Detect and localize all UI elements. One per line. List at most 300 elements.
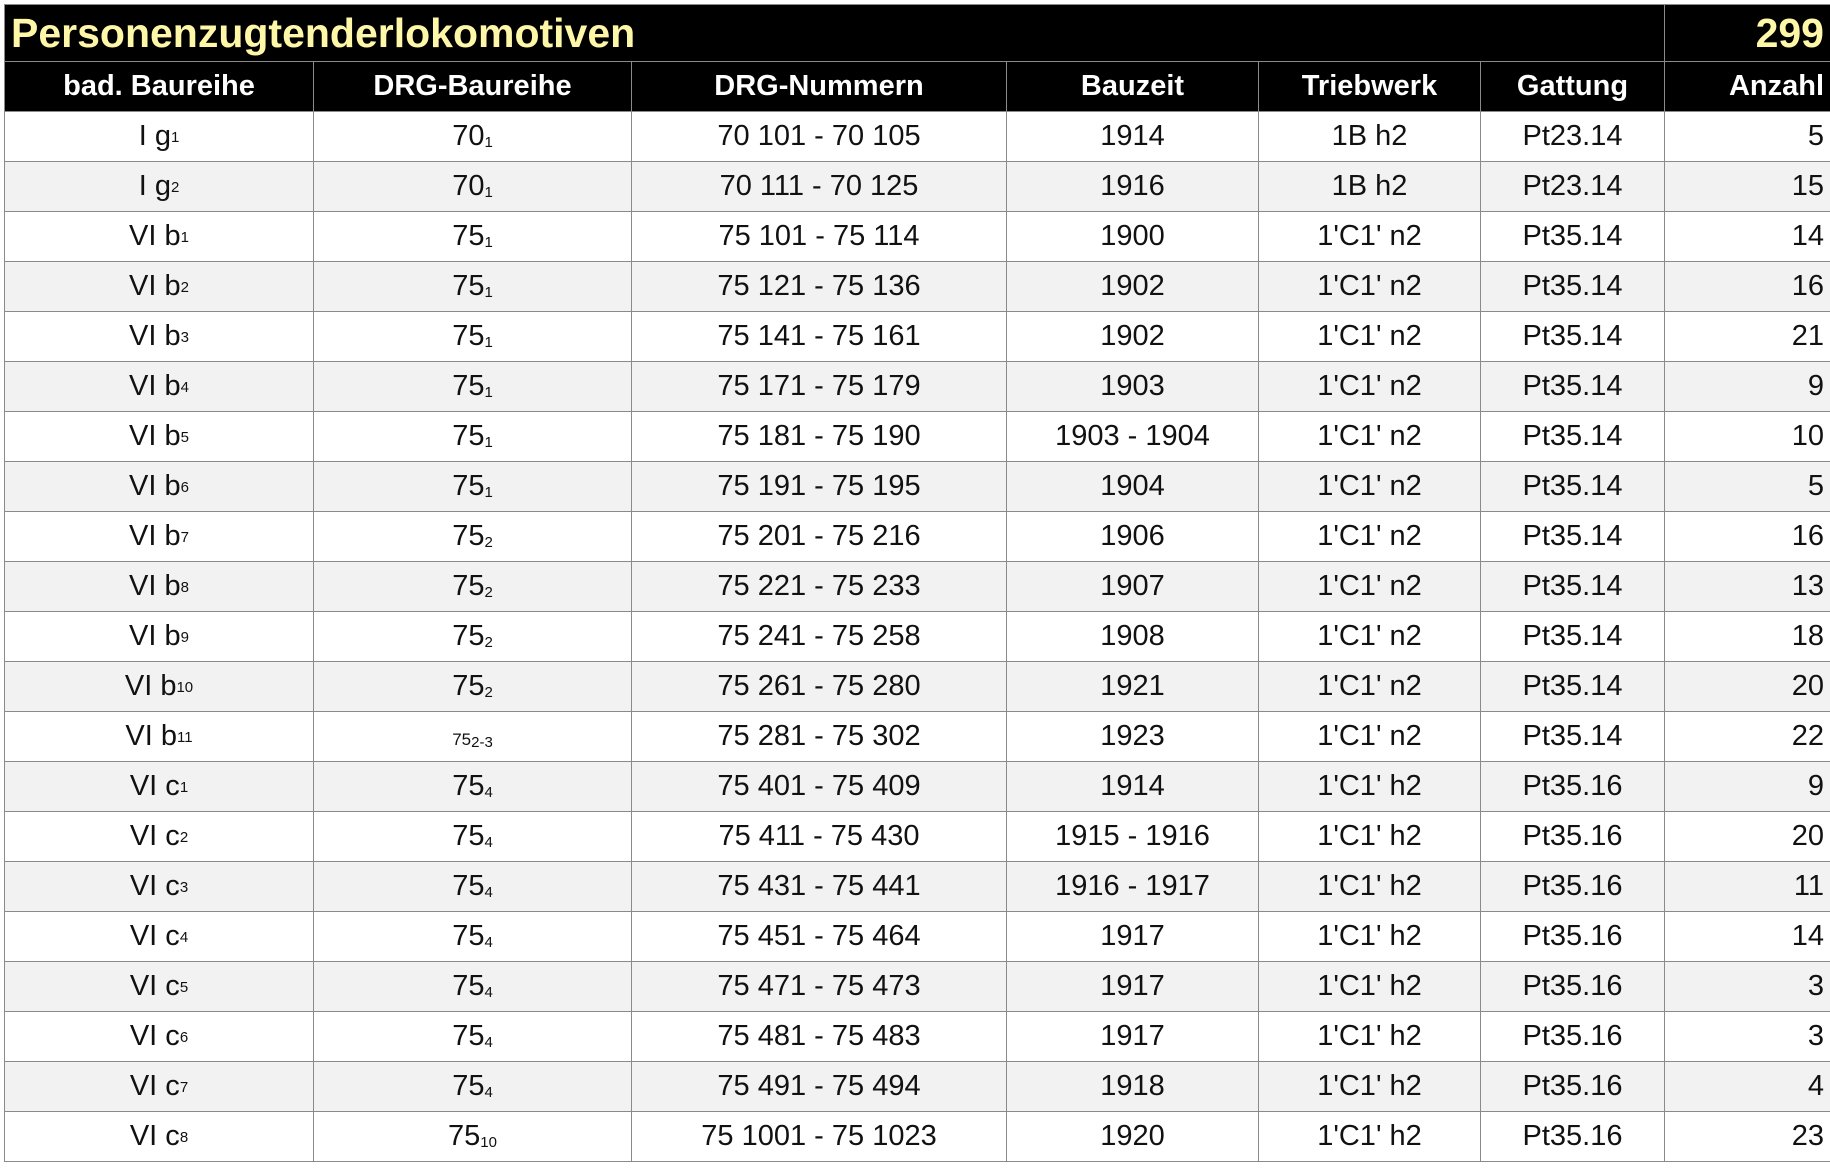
cell-gattung[interactable] (1481, 312, 1665, 362)
cell-anzahl[interactable] (1665, 512, 1830, 562)
cell-drg-baureihe[interactable] (314, 662, 632, 712)
cell-drg-nummern[interactable] (632, 562, 1007, 612)
cell-triebwerk[interactable] (1259, 1012, 1481, 1062)
column-header-bauzeit[interactable]: Bauzeit (1007, 62, 1259, 112)
cell-bauzeit[interactable] (1007, 662, 1259, 712)
cell-bauzeit[interactable] (1007, 762, 1259, 812)
table-row (5, 1112, 1830, 1162)
drg-baureihe-text: 75 (452, 1070, 485, 1102)
cell-gattung[interactable] (1481, 1112, 1665, 1162)
table-body (5, 112, 1830, 1162)
cell-drg-baureihe[interactable] (314, 412, 632, 462)
bauzeit-text: 1908 (1100, 620, 1165, 652)
gattung-text: Pt35.16 (1522, 820, 1623, 852)
cell-drg-nummern[interactable] (632, 462, 1007, 512)
cell-bad-baureihe[interactable] (5, 162, 314, 212)
drg-baureihe-text: 75 (452, 1020, 485, 1052)
bad-baureihe-superscript: 9 (180, 629, 189, 646)
drg-baureihe-subscript: 2 (484, 584, 493, 601)
anzahl-text: 18 (1791, 620, 1824, 652)
bad-baureihe-text: VI b (129, 220, 181, 252)
cell-gattung[interactable] (1481, 1012, 1665, 1062)
gattung-text: Pt35.14 (1522, 370, 1623, 402)
cell-gattung[interactable] (1481, 612, 1665, 662)
drg-nummern-text: 75 1001 - 75 1023 (701, 1120, 937, 1152)
gattung-text: Pt35.16 (1522, 1070, 1623, 1102)
drg-baureihe-subscript: 2-3 (471, 734, 493, 751)
drg-baureihe-subscript: 4 (484, 1034, 493, 1051)
drg-nummern-text: 75 181 - 75 190 (717, 420, 921, 452)
bauzeit-text: 1902 (1100, 270, 1165, 302)
cell-drg-nummern[interactable] (632, 512, 1007, 562)
drg-baureihe-text: 75 (452, 770, 485, 802)
bad-baureihe-text: VI b (129, 620, 181, 652)
drg-baureihe-subscript: 1 (484, 184, 493, 201)
cell-drg-baureihe[interactable] (314, 212, 632, 262)
cell-drg-baureihe[interactable] (314, 312, 632, 362)
gattung-text: Pt35.14 (1522, 470, 1623, 502)
bauzeit-text: 1903 - 1904 (1055, 420, 1210, 452)
cell-bad-baureihe[interactable] (5, 812, 314, 862)
cell-anzahl[interactable] (1665, 1112, 1830, 1162)
cell-bad-baureihe[interactable] (5, 262, 314, 312)
cell-bad-baureihe[interactable] (5, 312, 314, 362)
cell-triebwerk[interactable] (1259, 762, 1481, 812)
drg-baureihe-text: 70 (452, 170, 485, 202)
gattung-text: Pt35.16 (1522, 870, 1623, 902)
table-row (5, 462, 1830, 512)
table-row (5, 712, 1830, 762)
cell-gattung[interactable] (1481, 912, 1665, 962)
cell-bad-baureihe[interactable] (5, 912, 314, 962)
bad-baureihe-superscript: 3 (179, 879, 189, 896)
cell-gattung[interactable] (1481, 812, 1665, 862)
cell-triebwerk[interactable] (1259, 562, 1481, 612)
anzahl-text: 3 (1807, 1020, 1824, 1052)
cell-gattung[interactable] (1481, 162, 1665, 212)
cell-anzahl[interactable] (1665, 362, 1830, 412)
table-row (5, 662, 1830, 712)
cell-bauzeit[interactable] (1007, 362, 1259, 412)
table-row (5, 962, 1830, 1012)
anzahl-text: 16 (1791, 520, 1824, 552)
cell-drg-baureihe[interactable] (314, 1062, 632, 1112)
cell-bad-baureihe[interactable] (5, 512, 314, 562)
cell-bauzeit[interactable] (1007, 312, 1259, 362)
bad-baureihe-superscript: 2 (179, 829, 189, 846)
column-header-triebwerk[interactable]: Triebwerk (1259, 62, 1481, 112)
drg-baureihe-subscript: 1 (484, 284, 493, 301)
cell-drg-baureihe[interactable] (314, 162, 632, 212)
gattung-text: Pt23.14 (1522, 170, 1623, 202)
bauzeit-text: 1917 (1100, 920, 1165, 952)
cell-bauzeit[interactable] (1007, 212, 1259, 262)
drg-nummern-text: 75 101 - 75 114 (718, 220, 920, 252)
locomotive-table (4, 4, 1830, 1162)
cell-drg-baureihe[interactable] (314, 862, 632, 912)
triebwerk-text: 1'C1' h2 (1317, 870, 1422, 902)
triebwerk-text: 1'C1' n2 (1317, 370, 1422, 402)
bad-baureihe-superscript: 2 (180, 279, 189, 296)
cell-anzahl[interactable] (1665, 612, 1830, 662)
total-count: 299 (1665, 5, 1830, 62)
cell-bauzeit[interactable] (1007, 712, 1259, 762)
cell-gattung[interactable] (1481, 1062, 1665, 1112)
bad-baureihe-text: VI b (129, 420, 181, 452)
gattung-text: Pt23.14 (1522, 120, 1623, 152)
cell-anzahl[interactable] (1665, 112, 1830, 162)
cell-anzahl[interactable] (1665, 1012, 1830, 1062)
cell-triebwerk[interactable] (1259, 912, 1481, 962)
cell-anzahl[interactable] (1665, 262, 1830, 312)
gattung-text: Pt35.16 (1522, 770, 1623, 802)
cell-triebwerk[interactable] (1259, 262, 1481, 312)
column-header-drg-baureihe[interactable]: DRG-Baureihe (314, 62, 632, 112)
gattung-text: Pt35.16 (1522, 920, 1623, 952)
cell-triebwerk[interactable] (1259, 412, 1481, 462)
column-header-row (5, 62, 1830, 112)
table-row (5, 612, 1830, 662)
anzahl-text: 21 (1791, 320, 1824, 352)
table-row (5, 112, 1830, 162)
cell-triebwerk[interactable] (1259, 1062, 1481, 1112)
cell-bauzeit[interactable] (1007, 1012, 1259, 1062)
anzahl-text: 5 (1807, 120, 1824, 152)
cell-bad-baureihe[interactable] (5, 762, 314, 812)
table-row (5, 212, 1830, 262)
gattung-text: Pt35.14 (1522, 670, 1623, 702)
cell-drg-baureihe[interactable] (314, 612, 632, 662)
cell-drg-baureihe[interactable] (314, 962, 632, 1012)
cell-anzahl[interactable] (1665, 712, 1830, 762)
column-header-gattung[interactable]: Gattung (1481, 62, 1665, 112)
cell-anzahl[interactable] (1665, 662, 1830, 712)
bauzeit-text: 1906 (1100, 520, 1165, 552)
cell-gattung[interactable] (1481, 462, 1665, 512)
cell-drg-nummern[interactable] (632, 212, 1007, 262)
cell-bauzeit[interactable] (1007, 512, 1259, 562)
cell-drg-nummern[interactable] (632, 762, 1007, 812)
cell-anzahl[interactable] (1665, 162, 1830, 212)
cell-drg-baureihe[interactable] (314, 112, 632, 162)
bad-baureihe-superscript: 5 (179, 979, 189, 996)
anzahl-text: 14 (1791, 920, 1824, 952)
cell-bad-baureihe[interactable] (5, 1012, 314, 1062)
cell-bauzeit[interactable] (1007, 462, 1259, 512)
cell-gattung[interactable] (1481, 362, 1665, 412)
cell-bad-baureihe[interactable] (5, 562, 314, 612)
bad-baureihe-text: VI c (129, 1120, 180, 1152)
cell-drg-nummern[interactable] (632, 662, 1007, 712)
bauzeit-text: 1921 (1100, 670, 1165, 702)
cell-bad-baureihe[interactable] (5, 1112, 314, 1162)
cell-drg-nummern[interactable] (632, 362, 1007, 412)
cell-drg-nummern[interactable] (632, 912, 1007, 962)
bad-baureihe-superscript: 1 (179, 779, 189, 796)
cell-triebwerk[interactable] (1259, 712, 1481, 762)
triebwerk-text: 1'C1' n2 (1317, 570, 1422, 602)
bad-baureihe-text: VI b (129, 570, 181, 602)
drg-baureihe-text: 75 (452, 870, 485, 902)
cell-anzahl[interactable] (1665, 462, 1830, 512)
cell-drg-nummern[interactable] (632, 412, 1007, 462)
cell-triebwerk[interactable] (1259, 1112, 1481, 1162)
cell-bad-baureihe[interactable] (5, 862, 314, 912)
drg-baureihe-text: 75 (452, 620, 485, 652)
bad-baureihe-superscript: 4 (179, 929, 189, 946)
bad-baureihe-superscript: 6 (179, 1029, 189, 1046)
cell-bauzeit[interactable] (1007, 912, 1259, 962)
cell-gattung[interactable] (1481, 512, 1665, 562)
cell-bad-baureihe[interactable] (5, 462, 314, 512)
triebwerk-text: 1B h2 (1331, 120, 1408, 152)
cell-drg-baureihe[interactable] (314, 712, 632, 762)
bad-baureihe-superscript: 1 (170, 129, 180, 146)
drg-baureihe-subscript: 1 (484, 484, 493, 501)
drg-baureihe-text: 70 (452, 120, 485, 152)
cell-triebwerk[interactable] (1259, 512, 1481, 562)
gattung-text: Pt35.14 (1522, 420, 1623, 452)
triebwerk-text: 1'C1' h2 (1317, 970, 1422, 1002)
cell-anzahl[interactable] (1665, 912, 1830, 962)
cell-drg-nummern[interactable] (632, 162, 1007, 212)
cell-drg-nummern[interactable] (632, 712, 1007, 762)
column-header-drg-nummern[interactable]: DRG-Nummern (632, 62, 1007, 112)
column-header-anzahl[interactable]: Anzahl (1665, 62, 1830, 112)
cell-triebwerk[interactable] (1259, 112, 1481, 162)
anzahl-text: 10 (1791, 420, 1824, 452)
cell-triebwerk[interactable] (1259, 812, 1481, 862)
drg-baureihe-subscript: 4 (484, 984, 493, 1001)
drg-nummern-text: 75 281 - 75 302 (717, 720, 921, 752)
drg-nummern-text: 75 241 - 75 258 (717, 620, 921, 652)
drg-baureihe-text: 75 (452, 520, 485, 552)
triebwerk-text: 1'C1' n2 (1317, 220, 1422, 252)
cell-triebwerk[interactable] (1259, 862, 1481, 912)
cell-triebwerk[interactable] (1259, 612, 1481, 662)
gattung-text: Pt35.16 (1522, 1120, 1623, 1152)
cell-drg-nummern[interactable] (632, 112, 1007, 162)
drg-nummern-text: 75 471 - 75 473 (717, 970, 921, 1002)
triebwerk-text: 1'C1' n2 (1317, 670, 1422, 702)
drg-nummern-text: 75 141 - 75 161 (717, 320, 921, 352)
gattung-text: Pt35.14 (1522, 320, 1623, 352)
bauzeit-text: 1916 (1100, 170, 1165, 202)
cell-bad-baureihe[interactable] (5, 412, 314, 462)
drg-nummern-text: 75 431 - 75 441 (717, 870, 921, 902)
table-row (5, 812, 1830, 862)
anzahl-text: 20 (1791, 820, 1824, 852)
anzahl-text: 22 (1791, 720, 1824, 752)
bauzeit-text: 1903 (1100, 370, 1165, 402)
table-row (5, 562, 1830, 612)
cell-bauzeit[interactable] (1007, 112, 1259, 162)
cell-gattung[interactable] (1481, 962, 1665, 1012)
triebwerk-text: 1'C1' n2 (1317, 270, 1422, 302)
cell-drg-baureihe[interactable] (314, 762, 632, 812)
cell-triebwerk[interactable] (1259, 462, 1481, 512)
cell-bauzeit[interactable] (1007, 562, 1259, 612)
cell-gattung[interactable] (1481, 262, 1665, 312)
cell-bauzeit[interactable] (1007, 962, 1259, 1012)
drg-baureihe-text: 75 (448, 1120, 481, 1152)
anzahl-text: 9 (1807, 770, 1824, 802)
bad-baureihe-superscript: 3 (180, 329, 189, 346)
cell-gattung[interactable] (1481, 212, 1665, 262)
drg-baureihe-text: 75 (452, 730, 472, 749)
bad-baureihe-text: VI c (129, 770, 180, 802)
bauzeit-text: 1907 (1100, 570, 1165, 602)
cell-triebwerk[interactable] (1259, 662, 1481, 712)
cell-drg-baureihe[interactable] (314, 1112, 632, 1162)
cell-bad-baureihe[interactable] (5, 962, 314, 1012)
cell-drg-nummern[interactable] (632, 612, 1007, 662)
anzahl-text: 16 (1791, 270, 1824, 302)
cell-drg-baureihe[interactable] (314, 1012, 632, 1062)
triebwerk-text: 1'C1' h2 (1317, 920, 1422, 952)
cell-drg-nummern[interactable] (632, 312, 1007, 362)
cell-triebwerk[interactable] (1259, 212, 1481, 262)
cell-bauzeit[interactable] (1007, 1062, 1259, 1112)
cell-bauzeit[interactable] (1007, 1112, 1259, 1162)
column-header-bad-baureihe[interactable]: bad. Baureihe (5, 62, 314, 112)
cell-anzahl[interactable] (1665, 1062, 1830, 1112)
cell-bad-baureihe[interactable] (5, 212, 314, 262)
cell-drg-nummern[interactable] (632, 812, 1007, 862)
cell-gattung[interactable] (1481, 562, 1665, 612)
gattung-text: Pt35.16 (1522, 970, 1623, 1002)
gattung-text: Pt35.14 (1522, 220, 1623, 252)
bad-baureihe-superscript: 2 (170, 179, 180, 196)
drg-nummern-text: 75 221 - 75 233 (717, 570, 921, 602)
cell-triebwerk[interactable] (1259, 312, 1481, 362)
drg-baureihe-subscript: 4 (484, 884, 493, 901)
drg-nummern-text: 75 451 - 75 464 (717, 920, 921, 952)
cell-bauzeit[interactable] (1007, 812, 1259, 862)
bad-baureihe-text: I g (138, 120, 171, 152)
triebwerk-text: 1'C1' n2 (1317, 620, 1422, 652)
cell-bauzeit[interactable] (1007, 262, 1259, 312)
cell-drg-baureihe[interactable] (314, 512, 632, 562)
drg-nummern-text: 75 121 - 75 136 (717, 270, 921, 302)
cell-anzahl[interactable] (1665, 312, 1830, 362)
table-row (5, 412, 1830, 462)
gattung-text: Pt35.14 (1522, 520, 1623, 552)
anzahl-text: 23 (1791, 1120, 1824, 1152)
table-row (5, 912, 1830, 962)
cell-bad-baureihe[interactable] (5, 362, 314, 412)
cell-triebwerk[interactable] (1259, 962, 1481, 1012)
cell-anzahl[interactable] (1665, 562, 1830, 612)
anzahl-text: 9 (1807, 370, 1824, 402)
triebwerk-text: 1'C1' n2 (1317, 420, 1422, 452)
drg-baureihe-text: 75 (452, 270, 485, 302)
bad-baureihe-text: I g (138, 170, 171, 202)
cell-drg-nummern[interactable] (632, 862, 1007, 912)
cell-anzahl[interactable] (1665, 412, 1830, 462)
cell-bad-baureihe[interactable] (5, 712, 314, 762)
bad-baureihe-superscript: 7 (179, 1079, 189, 1096)
cell-gattung[interactable] (1481, 662, 1665, 712)
cell-anzahl[interactable] (1665, 812, 1830, 862)
drg-baureihe-subscript: 4 (484, 1084, 493, 1101)
bad-baureihe-text: VI c (129, 870, 180, 902)
cell-triebwerk[interactable] (1259, 162, 1481, 212)
cell-gattung[interactable] (1481, 112, 1665, 162)
anzahl-text: 15 (1791, 170, 1824, 202)
triebwerk-text: 1'C1' n2 (1317, 520, 1422, 552)
bad-baureihe-text: VI c (129, 920, 180, 952)
cell-gattung[interactable] (1481, 762, 1665, 812)
triebwerk-text: 1'C1' h2 (1317, 1070, 1422, 1102)
cell-drg-nummern[interactable] (632, 1112, 1007, 1162)
bauzeit-text: 1900 (1100, 220, 1165, 252)
cell-bad-baureihe[interactable] (5, 112, 314, 162)
bad-baureihe-text: VI c (129, 1020, 180, 1052)
table-row (5, 362, 1830, 412)
cell-bad-baureihe[interactable] (5, 1062, 314, 1112)
drg-nummern-text: 70 111 - 70 125 (719, 170, 919, 202)
bad-baureihe-superscript: 6 (180, 479, 189, 496)
cell-drg-nummern[interactable] (632, 1012, 1007, 1062)
cell-drg-baureihe[interactable] (314, 812, 632, 862)
cell-bad-baureihe[interactable] (5, 662, 314, 712)
cell-drg-baureihe[interactable] (314, 462, 632, 512)
cell-anzahl[interactable] (1665, 762, 1830, 812)
drg-baureihe-subscript: 1 (484, 134, 493, 151)
drg-baureihe-text: 75 (452, 920, 485, 952)
bad-baureihe-superscript: 1 (180, 229, 189, 246)
bauzeit-text: 1902 (1100, 320, 1165, 352)
cell-gattung[interactable] (1481, 862, 1665, 912)
cell-drg-baureihe[interactable] (314, 262, 632, 312)
table-row (5, 312, 1830, 362)
anzahl-text: 20 (1791, 670, 1824, 702)
drg-baureihe-text: 75 (452, 370, 485, 402)
cell-anzahl[interactable] (1665, 212, 1830, 262)
cell-gattung[interactable] (1481, 412, 1665, 462)
title-row (5, 5, 1830, 62)
cell-drg-nummern[interactable] (632, 962, 1007, 1012)
cell-drg-baureihe[interactable] (314, 562, 632, 612)
bad-baureihe-text: VI b (129, 520, 181, 552)
cell-gattung[interactable] (1481, 712, 1665, 762)
cell-bauzeit[interactable] (1007, 412, 1259, 462)
bauzeit-text: 1920 (1100, 1120, 1165, 1152)
anzahl-text: 13 (1791, 570, 1824, 602)
cell-triebwerk[interactable] (1259, 362, 1481, 412)
drg-baureihe-subscript: 1 (484, 384, 493, 401)
gattung-text: Pt35.14 (1522, 620, 1623, 652)
bad-baureihe-superscript: 8 (179, 1129, 189, 1146)
cell-drg-nummern[interactable] (632, 262, 1007, 312)
gattung-text: Pt35.14 (1522, 570, 1623, 602)
cell-bad-baureihe[interactable] (5, 612, 314, 662)
bad-baureihe-text: VI b (129, 320, 181, 352)
cell-drg-baureihe[interactable] (314, 912, 632, 962)
cell-bauzeit[interactable] (1007, 162, 1259, 212)
table-row (5, 762, 1830, 812)
cell-drg-baureihe[interactable] (314, 362, 632, 412)
anzahl-text: 14 (1791, 220, 1824, 252)
drg-baureihe-text: 75 (452, 320, 485, 352)
cell-drg-nummern[interactable] (632, 1062, 1007, 1112)
cell-anzahl[interactable] (1665, 962, 1830, 1012)
triebwerk-text: 1'C1' h2 (1317, 1120, 1422, 1152)
cell-bauzeit[interactable] (1007, 612, 1259, 662)
cell-anzahl[interactable] (1665, 862, 1830, 912)
cell-bauzeit[interactable] (1007, 862, 1259, 912)
